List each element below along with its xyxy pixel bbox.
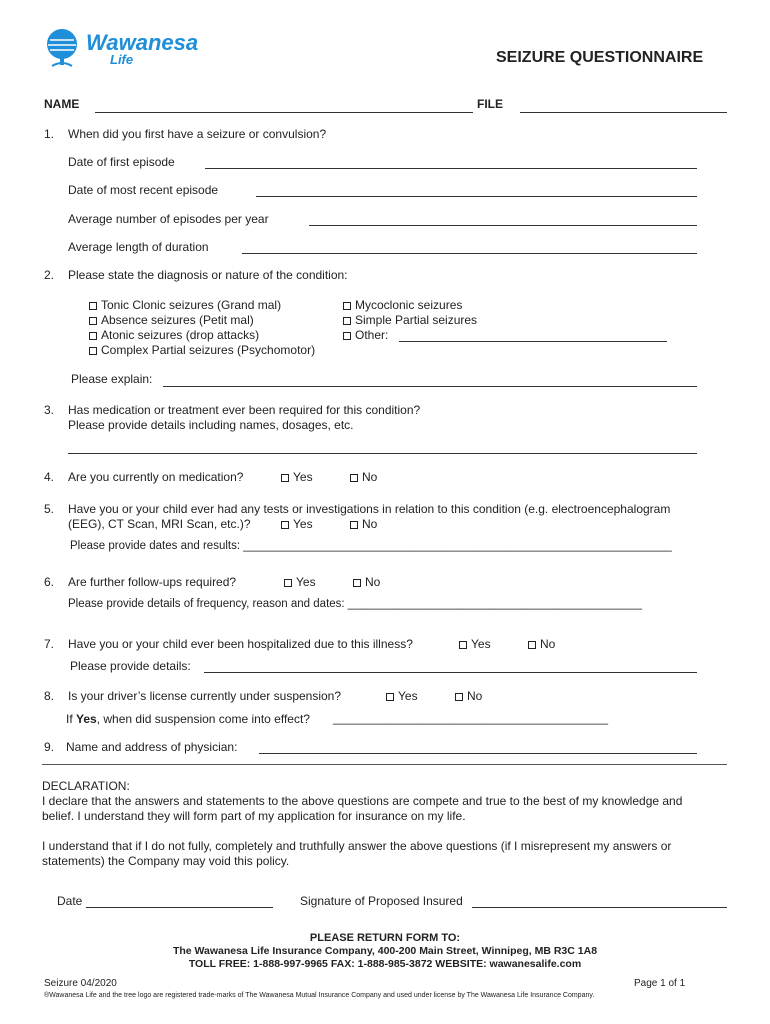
q3-number: 3.	[44, 403, 55, 417]
logo-sub-text: Life	[110, 52, 134, 67]
diagnosis-option[interactable]	[89, 298, 281, 312]
checkbox-icon[interactable]	[386, 693, 394, 701]
q6-yes-option[interactable]: Yes	[284, 575, 316, 589]
option-label: Complex Partial seizures (Psychomotor)	[101, 343, 316, 357]
q7-details-field[interactable]	[204, 672, 697, 673]
q5-question: Have you or your child ever had any tests or investigations in relation to this condition (e.g. electroencephalogram	[68, 502, 671, 516]
q8-question: Is your driver’s license currently under suspension?	[68, 689, 342, 703]
page-number: Page 1 of 1	[634, 978, 686, 989]
diagnosis-option[interactable]	[343, 298, 462, 312]
q5-details-field[interactable]: Please provide dates and results: ___________________________________________________________________	[70, 540, 672, 552]
q4-yes-option[interactable]: Yes	[281, 470, 313, 484]
q1-question: When did you first have a seizure or convulsion?	[68, 127, 327, 141]
diagnosis-option[interactable]	[343, 328, 388, 342]
checkbox-icon[interactable]	[353, 579, 361, 587]
name-label: NAME	[44, 97, 80, 111]
option-label: Mycoclonic seizures	[355, 298, 463, 312]
q5-yes-option[interactable]: Yes	[281, 517, 313, 531]
q6-details-field[interactable]: Please provide details of frequency, reason and dates: ______________________________________________	[68, 598, 643, 610]
declaration-text: statements) the Company may void this policy.	[42, 854, 290, 868]
return-contact: TOLL FREE: 1-888-997-9965 FAX: 1-888-985-3872 WEBSITE: wawanesalife.com	[188, 958, 582, 970]
option-label: Absence seizures (Petit mal)	[101, 313, 254, 327]
checkbox-icon[interactable]	[459, 641, 467, 649]
q4-number: 4.	[44, 470, 55, 484]
section-divider	[42, 764, 727, 765]
q2-number: 2.	[44, 268, 55, 282]
explain-label: Please explain:	[71, 372, 153, 386]
q8-followup-label: If Yes, when did suspension come into effect?	[66, 712, 310, 726]
q6-number: 6.	[44, 575, 55, 589]
physician-field[interactable]	[259, 753, 697, 754]
q4-no-option[interactable]: No	[350, 470, 377, 484]
diagnosis-option[interactable]	[89, 343, 315, 357]
first-episode-field[interactable]	[205, 168, 697, 169]
q8-number: 8.	[44, 689, 55, 703]
q7-number: 7.	[44, 637, 55, 651]
q5-no-option[interactable]: No	[350, 517, 377, 531]
trademark-notice: ®Wawanesa Life and the tree logo are registered trade-marks of The Wawanesa Mutual Insurance Company and used under license by The Wawanesa Life Insurance Company.	[44, 992, 595, 999]
return-heading: PLEASE RETURN FORM TO:	[309, 932, 461, 944]
q3-question-details: Please provide details including names, dosages, etc.	[68, 418, 354, 432]
declaration-text: I declare that the answers and statements to the above questions are compete and true to the best of my knowledge and	[42, 794, 683, 808]
logo-brand-text: Wawanesa	[86, 30, 199, 55]
diagnosis-option[interactable]	[89, 328, 259, 342]
date-field[interactable]	[86, 907, 273, 908]
option-label: Simple Partial seizures	[355, 313, 478, 327]
q1-number: 1.	[44, 127, 55, 141]
checkbox-icon[interactable]	[528, 641, 536, 649]
date-label: Date	[57, 894, 83, 908]
q3-field[interactable]	[68, 453, 697, 454]
checkbox-icon[interactable]	[343, 317, 351, 325]
option-label: Tonic Clonic seizures (Grand mal)	[101, 298, 282, 312]
wawanesa-logo	[42, 28, 202, 70]
checkbox-icon[interactable]	[343, 332, 351, 340]
option-label: Atonic seizures (drop attacks)	[101, 328, 260, 342]
other-field[interactable]	[399, 341, 667, 342]
q8-yes-option[interactable]: Yes	[386, 689, 418, 703]
form-title: SEIZURE QUESTIONNAIRE	[496, 49, 704, 66]
q6-no-option[interactable]: No	[353, 575, 380, 589]
q6-question: Are further follow-ups required?	[68, 575, 237, 589]
declaration-text: belief. I understand they will form part of my application for insurance on my life.	[42, 809, 466, 823]
q9-question: Name and address of physician:	[66, 740, 238, 754]
name-field[interactable]	[95, 112, 473, 113]
checkbox-icon[interactable]	[455, 693, 463, 701]
declaration-text: I understand that if I do not fully, completely and truthfully answer the above questions (if I misrepresent my answers or	[42, 839, 672, 853]
diagnosis-option[interactable]	[89, 313, 254, 327]
declaration-heading: DECLARATION:	[42, 779, 130, 793]
q7-no-option[interactable]: No	[528, 637, 555, 651]
first-episode-label: Date of first episode	[68, 155, 175, 169]
file-field[interactable]	[520, 112, 727, 113]
recent-episode-label: Date of most recent episode	[68, 183, 219, 197]
option-label: Other:	[355, 328, 389, 342]
episodes-per-year-label: Average number of episodes per year	[68, 212, 269, 226]
q8-followup-field[interactable]: ___________________________________________	[333, 713, 609, 725]
checkbox-icon[interactable]	[350, 474, 358, 482]
checkbox-icon[interactable]	[281, 521, 289, 529]
q7-details-label: Please provide details:	[70, 659, 191, 673]
checkbox-icon[interactable]	[350, 521, 358, 529]
q7-yes-option[interactable]: Yes	[459, 637, 491, 651]
q3-question: Has medication or treatment ever been required for this condition?	[68, 403, 421, 417]
recent-episode-field[interactable]	[256, 196, 697, 197]
form-code: Seizure 04/2020	[44, 978, 117, 989]
checkbox-icon[interactable]	[281, 474, 289, 482]
checkbox-icon[interactable]	[89, 317, 97, 325]
file-label: FILE	[477, 97, 503, 111]
q7-question: Have you or your child ever been hospitalized due to this illness?	[68, 637, 413, 651]
checkbox-icon[interactable]	[284, 579, 292, 587]
return-address: The Wawanesa Life Insurance Company, 400-200 Main Street, Winnipeg, MB R3C 1A8	[172, 945, 598, 957]
diagnosis-option[interactable]	[343, 313, 477, 327]
signature-label: Signature of Proposed Insured	[300, 894, 463, 908]
tree-logo-icon	[42, 28, 82, 68]
q2-question: Please state the diagnosis or nature of the condition:	[68, 268, 348, 282]
checkbox-icon[interactable]	[89, 332, 97, 340]
checkbox-icon[interactable]	[343, 302, 351, 310]
checkbox-icon[interactable]	[89, 302, 97, 310]
q8-no-option[interactable]: No	[455, 689, 482, 703]
signature-field[interactable]	[472, 907, 727, 908]
q4-question: Are you currently on medication?	[68, 470, 244, 484]
duration-label: Average length of duration	[68, 240, 209, 254]
checkbox-icon[interactable]	[89, 347, 97, 355]
q5-question-cont: (EEG), CT Scan, MRI Scan, etc.)?	[68, 517, 251, 531]
q5-number: 5.	[44, 502, 55, 516]
duration-field[interactable]	[242, 253, 697, 254]
explain-field[interactable]	[163, 386, 697, 387]
episodes-per-year-field[interactable]	[309, 225, 697, 226]
q9-number: 9.	[44, 740, 55, 754]
